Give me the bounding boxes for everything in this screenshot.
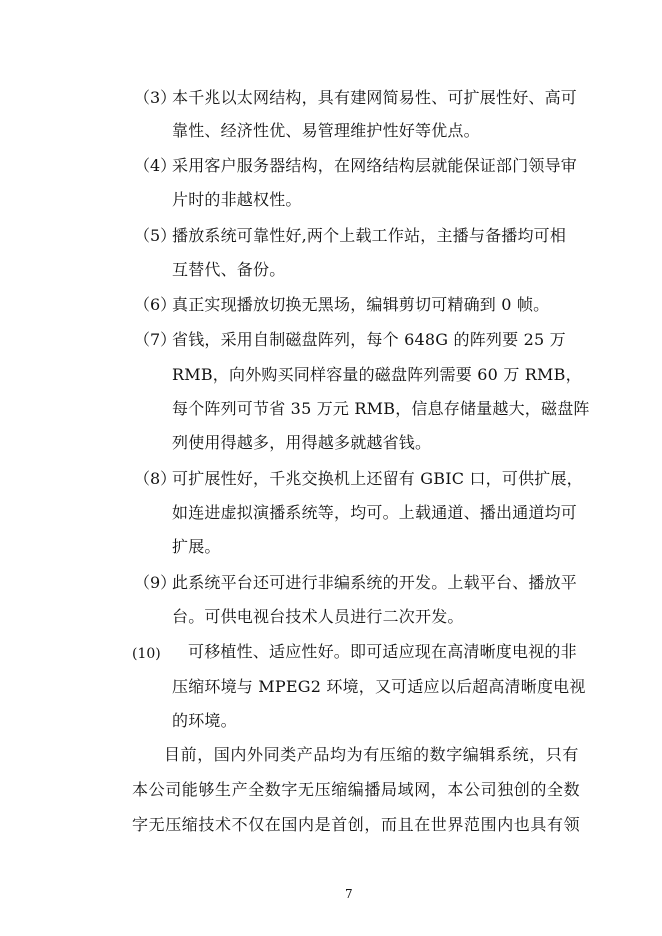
item-text-line: 互替代、备份。 [172, 260, 286, 279]
item-text-line: 每个阵列可节省 35 万元 RMB，信息存储量越大，磁盘阵 [172, 399, 590, 418]
item-marker: （8） [134, 469, 177, 488]
item-text-line: 压缩环境与 MPEG2 环境，又可适应以后超高清晰度电视 [172, 677, 586, 696]
item-text-line: 可扩展性好，千兆交换机上还留有 GBIC 口，可供扩展， [172, 469, 583, 488]
item-text-line: 此系统平台还可进行非编系统的开发。上载平台、播放平 [172, 573, 578, 592]
item-marker: (10) [132, 646, 161, 662]
item-text-line: 省钱，采用自制磁盘阵列，每个 648G 的阵列要 25 万 [172, 330, 566, 349]
page-number: 7 [345, 887, 353, 901]
item-text-line: 可移植性、适应性好。即可适应现在高清晰度电视的非 [188, 642, 577, 661]
item-text-line: 的环境。 [172, 711, 237, 730]
paragraph-line: 目前，国内外同类产品均为有压缩的数字编辑系统，只有 [164, 745, 580, 764]
item-marker: （6） [134, 295, 177, 314]
item-text-line: 列使用得越多，用得越多就越省钱。 [172, 433, 432, 452]
item-marker: （5） [134, 226, 177, 245]
item-text-line: 真正实现播放切换无黑场，编辑剪切可精确到 0 帧。 [172, 295, 550, 314]
item-marker: （4） [134, 156, 177, 175]
item-marker: （7） [134, 330, 177, 349]
item-marker: （9） [134, 573, 177, 592]
item-text-line: 扩展。 [172, 537, 221, 556]
item-text-line: 片时的非越权性。 [172, 190, 302, 209]
item-text-line: 靠性、经济性优、易管理维护性好等优点。 [172, 121, 480, 140]
paragraph-line: 本公司能够生产全数字无压缩编播局域网，本公司独创的全数 [132, 780, 581, 799]
item-text-line: 台。可供电视台技术人员进行二次开发。 [172, 607, 464, 626]
item-marker: （3） [134, 88, 177, 107]
item-text-line: 本千兆以太网结构，具有建网简易性、可扩展性好、高可 [172, 88, 578, 107]
item-text-line: 播放系统可靠性好,两个上载工作站，主播与备播均可相 [172, 226, 567, 245]
paragraph-line: 字无压缩技术不仅在国内是首创，而且在世界范围内也具有领 [132, 815, 581, 834]
item-text-line: 采用客户服务器结构，在网络结构层就能保证部门领导审 [172, 156, 578, 175]
item-text-line: 如连进虚拟演播系统等，均可。上载通道、播出通道均可 [172, 503, 578, 522]
item-text-line: RMB，向外购买同样容量的磁盘阵列需要 60 万 RMB， [172, 365, 582, 384]
